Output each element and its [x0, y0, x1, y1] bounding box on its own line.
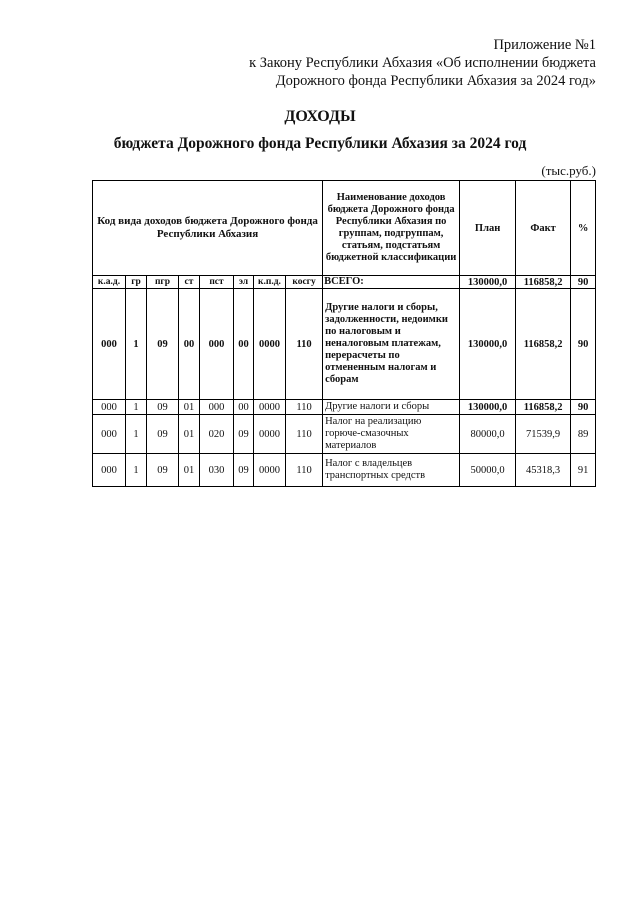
code-pgr: 09 [147, 415, 179, 454]
code-kpd: 0000 [254, 415, 286, 454]
code-pgr: 09 [147, 400, 179, 415]
code-kosgu: 110 [286, 415, 323, 454]
row-fact: 116858,2 [516, 400, 571, 415]
row-pct: 90 [571, 400, 596, 415]
table-row [93, 415, 596, 454]
pct-header: % [571, 181, 596, 276]
code-st: 01 [179, 454, 200, 487]
table-row [93, 289, 596, 400]
row-plan: 130000,0 [460, 400, 516, 415]
revenue-table [92, 180, 596, 487]
code-gr: 1 [126, 415, 147, 454]
code-gr: 1 [126, 454, 147, 487]
law-reference-cont: Дорожного фонда Республики Абхазия за 2024 год» [275, 73, 596, 89]
code-kad: 000 [93, 289, 126, 400]
code-kosgu: 110 [286, 289, 323, 400]
total-plan: 130000,0 [460, 276, 516, 289]
code-st: 00 [179, 289, 200, 400]
row-fact: 71539,9 [516, 415, 571, 454]
code-header: Код вида доходов бюджета Дорожного фонда Республики Абхазия [93, 181, 323, 276]
row-name: Налог с владельцев транспортных средств [323, 454, 460, 487]
page-subtitle: бюджета Дорожного фонда Республики Абхазия за 2024 год [113, 135, 527, 152]
subheader-kosgu: косгу [286, 276, 323, 289]
subheader-st: ст [179, 276, 200, 289]
code-pst: 020 [200, 415, 234, 454]
subheader-kpd: к.п.д. [254, 276, 286, 289]
code-gr: 1 [126, 400, 147, 415]
row-plan: 80000,0 [460, 415, 516, 454]
row-plan: 130000,0 [460, 289, 516, 400]
code-st: 01 [179, 415, 200, 454]
units-label: (тыс.руб.) [541, 163, 596, 178]
row-plan: 50000,0 [460, 454, 516, 487]
code-pgr: 09 [147, 454, 179, 487]
name-header: Наименование доходов бюджета Дорожного фонда Республики Абхазия по группам, подгруппам, статьям, подстатьям бюджетной классификации [323, 181, 460, 276]
appendix-number: Приложение №1 [493, 37, 596, 53]
row-pct: 89 [571, 415, 596, 454]
code-st: 01 [179, 400, 200, 415]
row-pct: 90 [571, 289, 596, 400]
row-name: Налог на реализацию горюче-смазочных материалов [323, 415, 460, 454]
code-kpd: 0000 [254, 454, 286, 487]
code-kpd: 0000 [254, 400, 286, 415]
plan-header: План [460, 181, 516, 276]
total-fact: 116858,2 [516, 276, 571, 289]
code-el: 09 [234, 415, 254, 454]
code-el: 00 [234, 400, 254, 415]
subheader-el: эл [234, 276, 254, 289]
code-el: 09 [234, 454, 254, 487]
code-el: 00 [234, 289, 254, 400]
code-kosgu: 110 [286, 454, 323, 487]
row-fact: 45318,3 [516, 454, 571, 487]
subheader-gr: гр [126, 276, 147, 289]
total-pct: 90 [571, 276, 596, 289]
row-name: Другие налоги и сборы, задолженности, недоимки по налоговым и неналоговым платежам, перерасчеты по отмененным налогам и сборам [323, 289, 460, 400]
code-gr: 1 [126, 289, 147, 400]
subheader-pgr: пгр [147, 276, 179, 289]
code-pst: 030 [200, 454, 234, 487]
code-kad: 000 [93, 454, 126, 487]
fact-header: Факт [516, 181, 571, 276]
law-reference: к Закону Республики Абхазия «Об исполнении бюджета [249, 55, 596, 71]
row-pct: 91 [571, 454, 596, 487]
table-row [93, 454, 596, 487]
code-pst: 000 [200, 400, 234, 415]
code-kad: 000 [93, 400, 126, 415]
code-pgr: 09 [147, 289, 179, 400]
subheader-kad: к.а.д. [93, 276, 126, 289]
row-fact: 116858,2 [516, 289, 571, 400]
row-name: Другие налоги и сборы [323, 400, 460, 415]
table-row [93, 400, 596, 415]
subheader-pst: пст [200, 276, 234, 289]
page-title: ДОХОДЫ [284, 108, 356, 125]
code-kosgu: 110 [286, 400, 323, 415]
total-label: ВСЕГО: [323, 276, 460, 289]
code-kpd: 0000 [254, 289, 286, 400]
code-kad: 000 [93, 415, 126, 454]
appendix-header [249, 36, 596, 90]
code-pst: 000 [200, 289, 234, 400]
